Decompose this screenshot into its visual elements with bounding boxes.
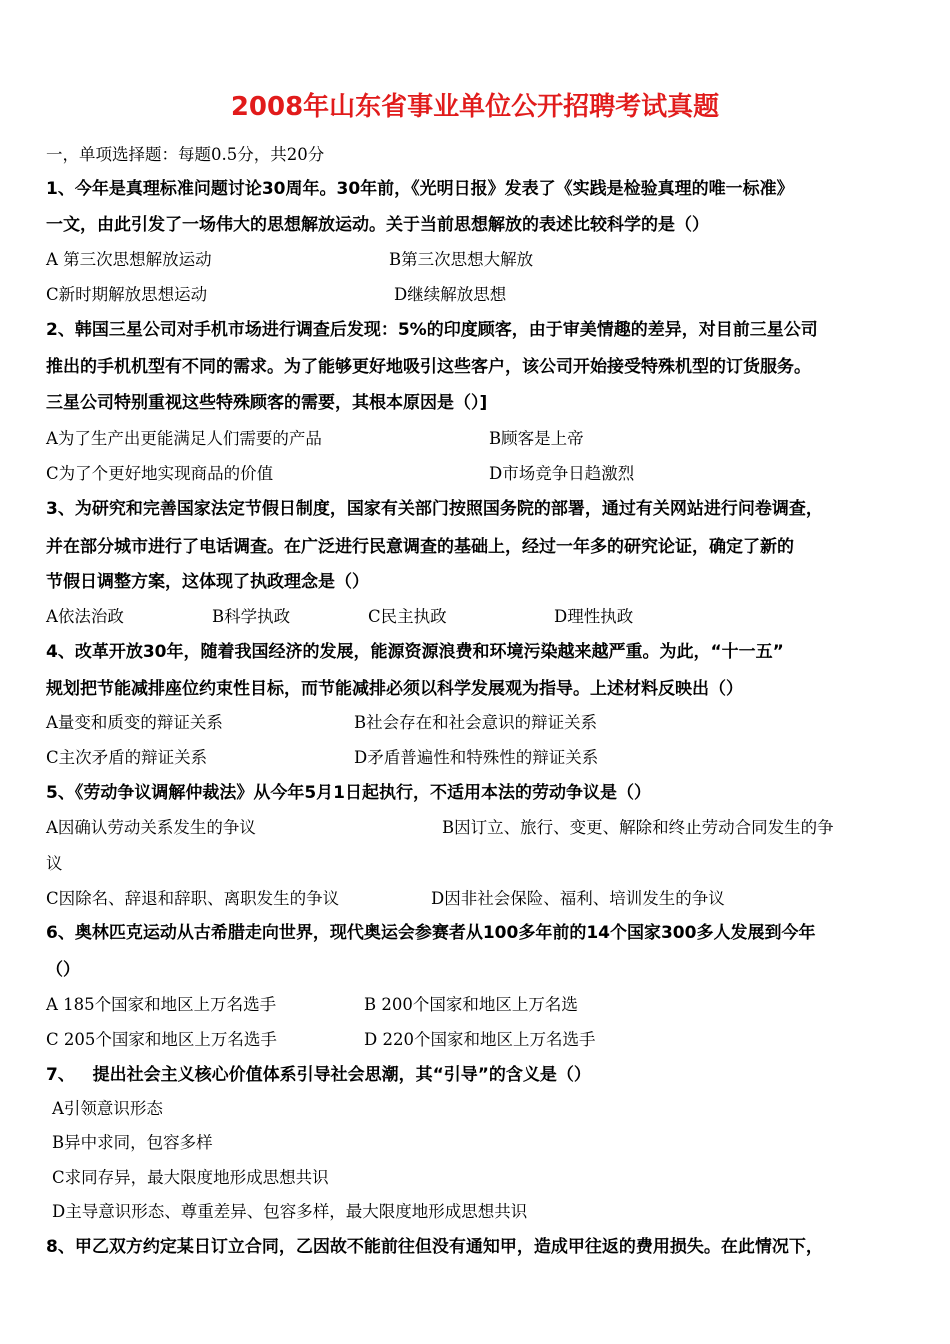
option-a: A 第三次思想解放运动 [46, 250, 212, 269]
option-b-continued: 议 [46, 854, 63, 873]
question-1-line-2: 一文，由此引发了一场伟大的思想解放运动。关于当前思想解放的表述比较科学的是（） [46, 215, 709, 235]
option-b: B科学执政 [212, 607, 291, 626]
option-c: C新时期解放思想运动 [46, 285, 208, 304]
option-d: D市场竞争日趋激烈 [489, 464, 635, 483]
option-d: D理性执政 [554, 607, 634, 626]
option-c: C因除名、辞退和辞职、离职发生的争议 [46, 889, 340, 908]
option-a: A 185个国家和地区上万名选手 [46, 995, 277, 1014]
question-7-option-b: B异中求同，包容多样 [52, 1133, 213, 1152]
question-5-line-1: 5、《劳动争议调解仲裁法》从今年5月1日起执行，不适用本法的劳动争议是（） [46, 783, 651, 803]
question-7-option-d: D主导意识形态、尊重差异、包容多样，最大限度地形成思想共识 [52, 1202, 528, 1221]
option-b: B顾客是上帝 [489, 429, 584, 448]
option-a: A依法治政 [46, 607, 124, 626]
option-d: D矛盾普遍性和特殊性的辩证关系 [354, 748, 599, 767]
question-7-option-c: C求同存异，最大限度地形成思想共识 [52, 1168, 329, 1187]
option-d: D继续解放思想 [394, 285, 507, 304]
question-3-line-1: 3、为研究和完善国家法定节假日制度，国家有关部门按照国务院的部署，通过有关网站进行问卷调查， [46, 499, 823, 519]
option-b: B因订立、旅行、变更、解除和终止劳动合同发生的争 [442, 818, 834, 837]
option-b: B第三次思想大解放 [389, 250, 534, 269]
option-c: C主次矛盾的辩证关系 [46, 748, 208, 767]
option-c: C民主执政 [368, 607, 447, 626]
section-header: 一，单项选择题：每题0.5分，共20分 [46, 145, 325, 164]
option-b: B 200个国家和地区上万名选 [364, 995, 578, 1014]
option-c: C为了个更好地实现商品的价值 [46, 464, 274, 483]
question-6-line-2: （） [46, 960, 80, 980]
question-2-line-3: 三星公司特别重视这些特殊顾客的需要，其根本原因是（）] [46, 393, 488, 413]
question-8-line-1: 8、甲乙双方约定某日订立合同，乙因故不能前往但没有通知甲，造成甲往返的费用损失。在此情况下， [46, 1237, 823, 1257]
question-7-option-a: A引领意识形态 [52, 1099, 163, 1118]
question-6-line-1: 6、奥林匹克运动从古希腊走向世界，现代奥运会参赛者从100多年前的14个国家300多人发展到今年 [46, 923, 816, 943]
document-title: 2008年山东省事业单位公开招聘考试真题 [230, 92, 720, 122]
option-b: B社会存在和社会意识的辩证关系 [354, 713, 598, 732]
option-a: A量变和质变的辩证关系 [46, 713, 223, 732]
question-2-line-2: 推出的手机机型有不同的需求。为了能够更好地吸引这些客户，该公司开始接受特殊机型的订货服务。 [46, 357, 811, 377]
question-3-line-2: 并在部分城市进行了电话调查。在广泛进行民意调查的基础上，经过一年多的研究论证，确定了新的 [46, 537, 794, 557]
option-c: C 205个国家和地区上万名选手 [46, 1030, 277, 1049]
question-4-line-2: 规划把节能减排座位约束性目标，而节能减排必须以科学发展观为指导。上述材料反映出（） [46, 679, 743, 699]
option-a: A因确认劳动关系发生的争议 [46, 818, 256, 837]
question-2-line-1: 2、韩国三星公司对手机市场进行调查后发现：5%的印度顾客，由于审美情趣的差异，对目前三星公司 [46, 320, 818, 340]
question-4-line-1: 4、改革开放30年，随着我国经济的发展，能源资源浪费和环境污染越来越严重。为此，“十一五” [46, 642, 784, 662]
option-d: D 220个国家和地区上万名选手 [364, 1030, 596, 1049]
option-d: D因非社会保险、福利、培训发生的争议 [431, 889, 725, 908]
option-a: A为了生产出更能满足人们需要的产品 [46, 429, 322, 448]
question-3-line-3: 节假日调整方案，这体现了执政理念是（） [46, 572, 369, 592]
question-7-line-1: 7、 提出社会主义核心价值体系引导社会思潮，其“引导”的含义是（） [46, 1065, 591, 1085]
question-1-line-1: 1、今年是真理标准问题讨论30周年。30年前，《光明日报》发表了《实践是检验真理的唯一标准》 [46, 179, 794, 199]
